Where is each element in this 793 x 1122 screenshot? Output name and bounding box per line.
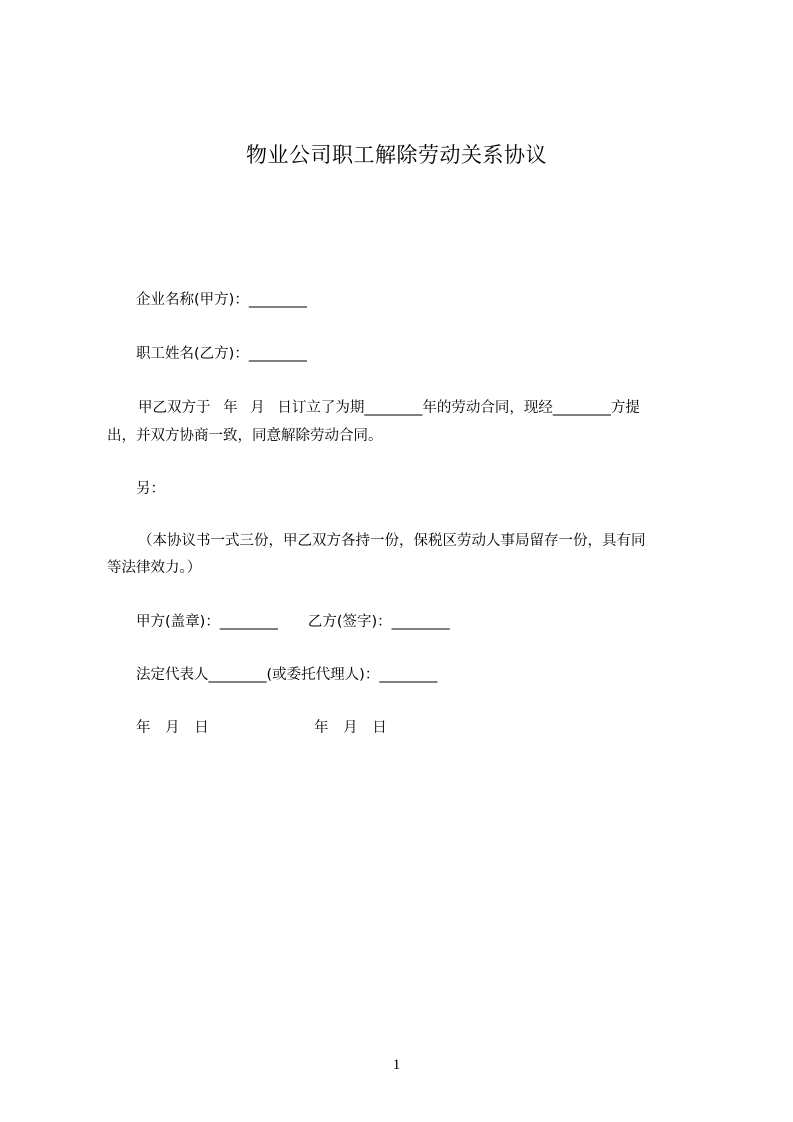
party-b-line: 职工姓名(乙方)：________ [136,346,307,362]
party-a-date: 年 月 日 [136,720,209,736]
date-line [136,718,387,738]
note-paragraph-line-2: 等法律效力。） [107,560,202,576]
note-paragraph-line-1: （本协议书一式三份，甲乙双方各持一份，保税区劳动人事局留存一份，具有同 [138,533,646,549]
signature-line [136,612,450,632]
party-a-line: 企业名称(甲方)：________ [136,292,307,308]
other-label: 另： [136,481,165,497]
party-a-seal: 甲方(盖章)：________ [136,614,278,630]
legal-representative-line: 法定代表人________(或委托代理人)：________ [136,667,438,683]
agreement-paragraph-line-2: 出，并双方协商一致，同意解除劳动合同。 [107,428,383,444]
agreement-paragraph-line-1: 甲乙双方于 年 月 日订立了为期________年的劳动合同，现经________方提 [138,400,640,416]
party-b-date: 年 月 日 [314,720,387,736]
page-number: 1 [392,1057,401,1073]
document-title: 物业公司职工解除劳动关系协议 [246,143,547,167]
party-b-signature: 乙方(签字)：________ [307,614,450,630]
